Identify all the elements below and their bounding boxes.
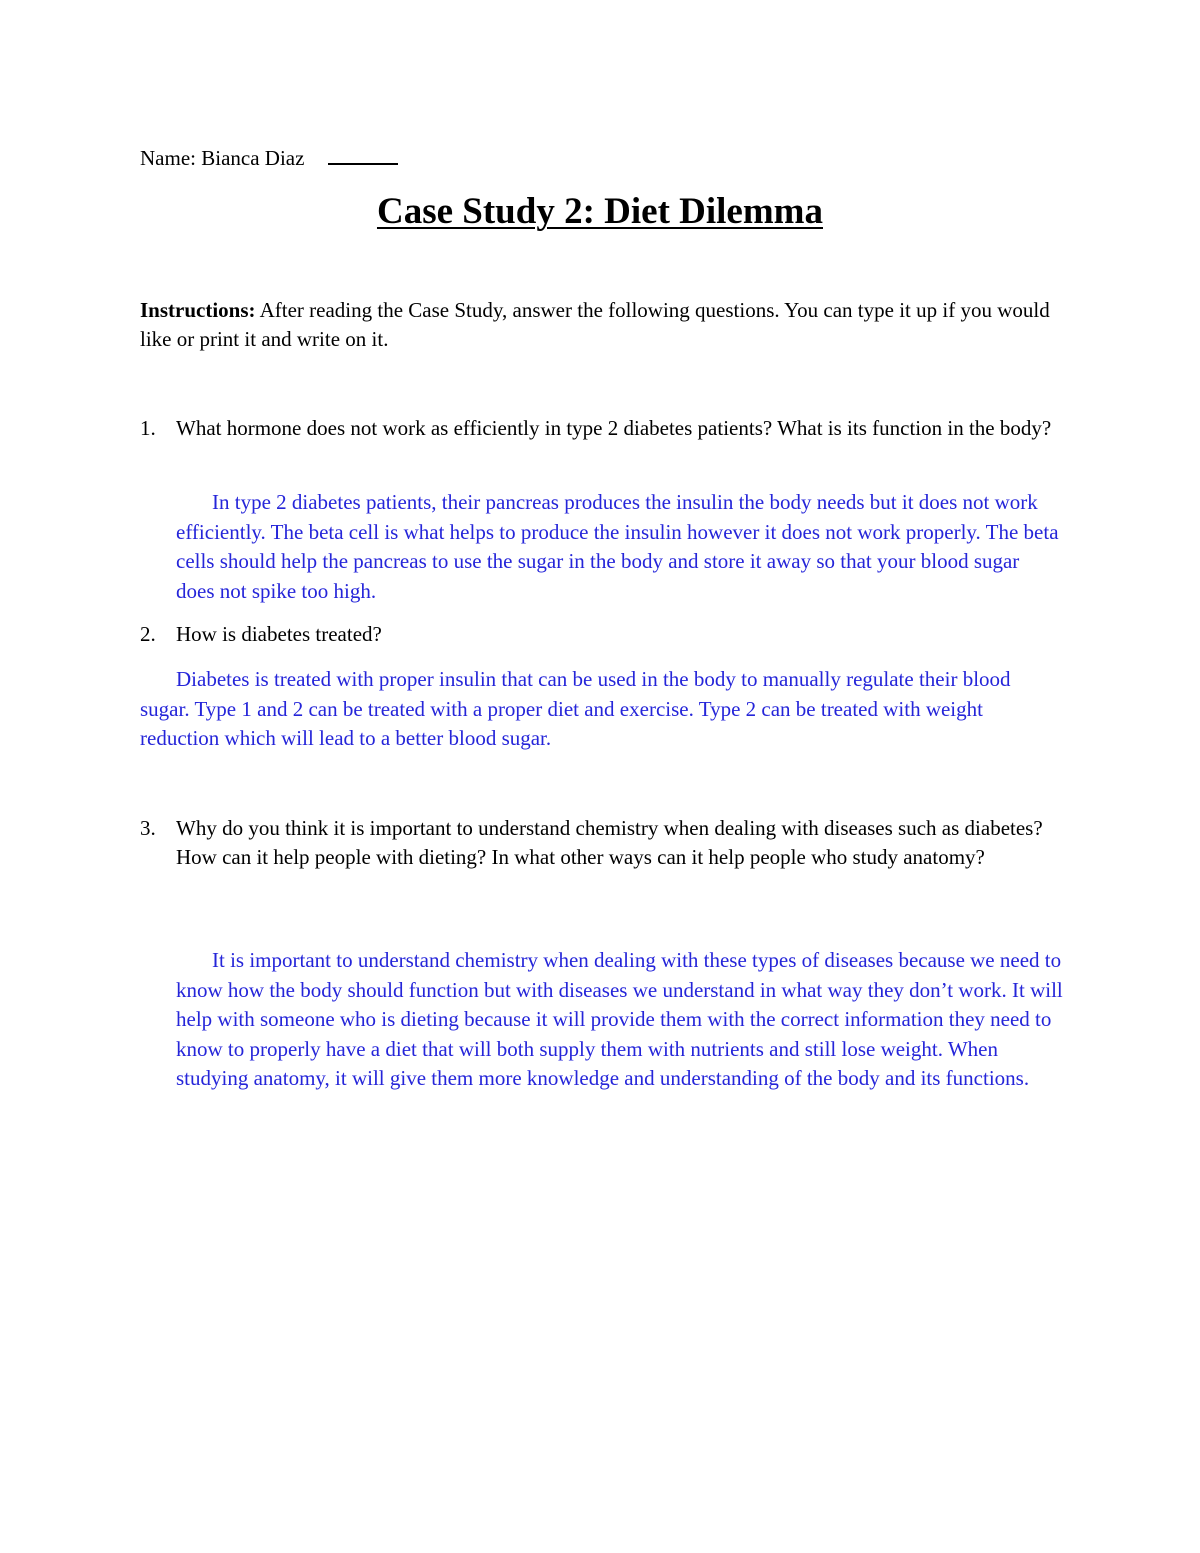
answer-3: It is important to understand chemistry when dealing with these types of diseases because we need to know how the body should function but with diseases we understand in what way they don’t work. It will help with someone who is dieting because it will provide them with the correct information they need to know to properly have a diet that will both supply them with nutrients and still lose weight. When studying anatomy, it will give them more knowledge and understanding of the body and its functions. [176,948,1063,1090]
answer-2: Diabetes is treated with proper insulin that can be used in the body to manually regulate their blood sugar. Type 1 and 2 can be treated with a proper diet and exercise. Type 2 can be treated with weight reduction which will lead to a better blood sugar. [140,667,1011,750]
question-1 [140,414,1060,443]
instructions-text: After reading the Case Study, answer the following questions. You can type it up if you would like or print it and write on it. [140,298,1050,351]
question-number: 1. [140,416,156,440]
question-2 [140,620,1060,649]
question-3 [140,814,1060,872]
name-blank-line [328,145,398,165]
question-text: How is diabetes treated? [176,622,382,646]
question-text: What hormone does not work as efficiently in type 2 diabetes patients? What is its function in the body? [176,416,1052,440]
answer-1: In type 2 diabetes patients, their pancreas produces the insulin the body needs but it does not work efficiently. The beta cell is what helps to produce the insulin however it does not work properly. The beta cells should help the pancreas to use the sugar in the body and store it away so that your blood sugar does not spike too high. [176,490,1059,603]
name-line [140,144,398,172]
instructions [140,296,1070,354]
page-title: Case Study 2: Diet Dilemma [376,191,823,232]
student-name: Name: Bianca Diaz [140,146,305,170]
instructions-label: Instructions: [140,298,256,322]
question-number: 2. [140,622,156,646]
question-text: Why do you think it is important to understand chemistry when dealing with diseases such as diabetes? How can it help people with dieting? In what other ways can it help people who study anatomy? [176,816,1043,869]
question-number: 3. [140,816,156,840]
